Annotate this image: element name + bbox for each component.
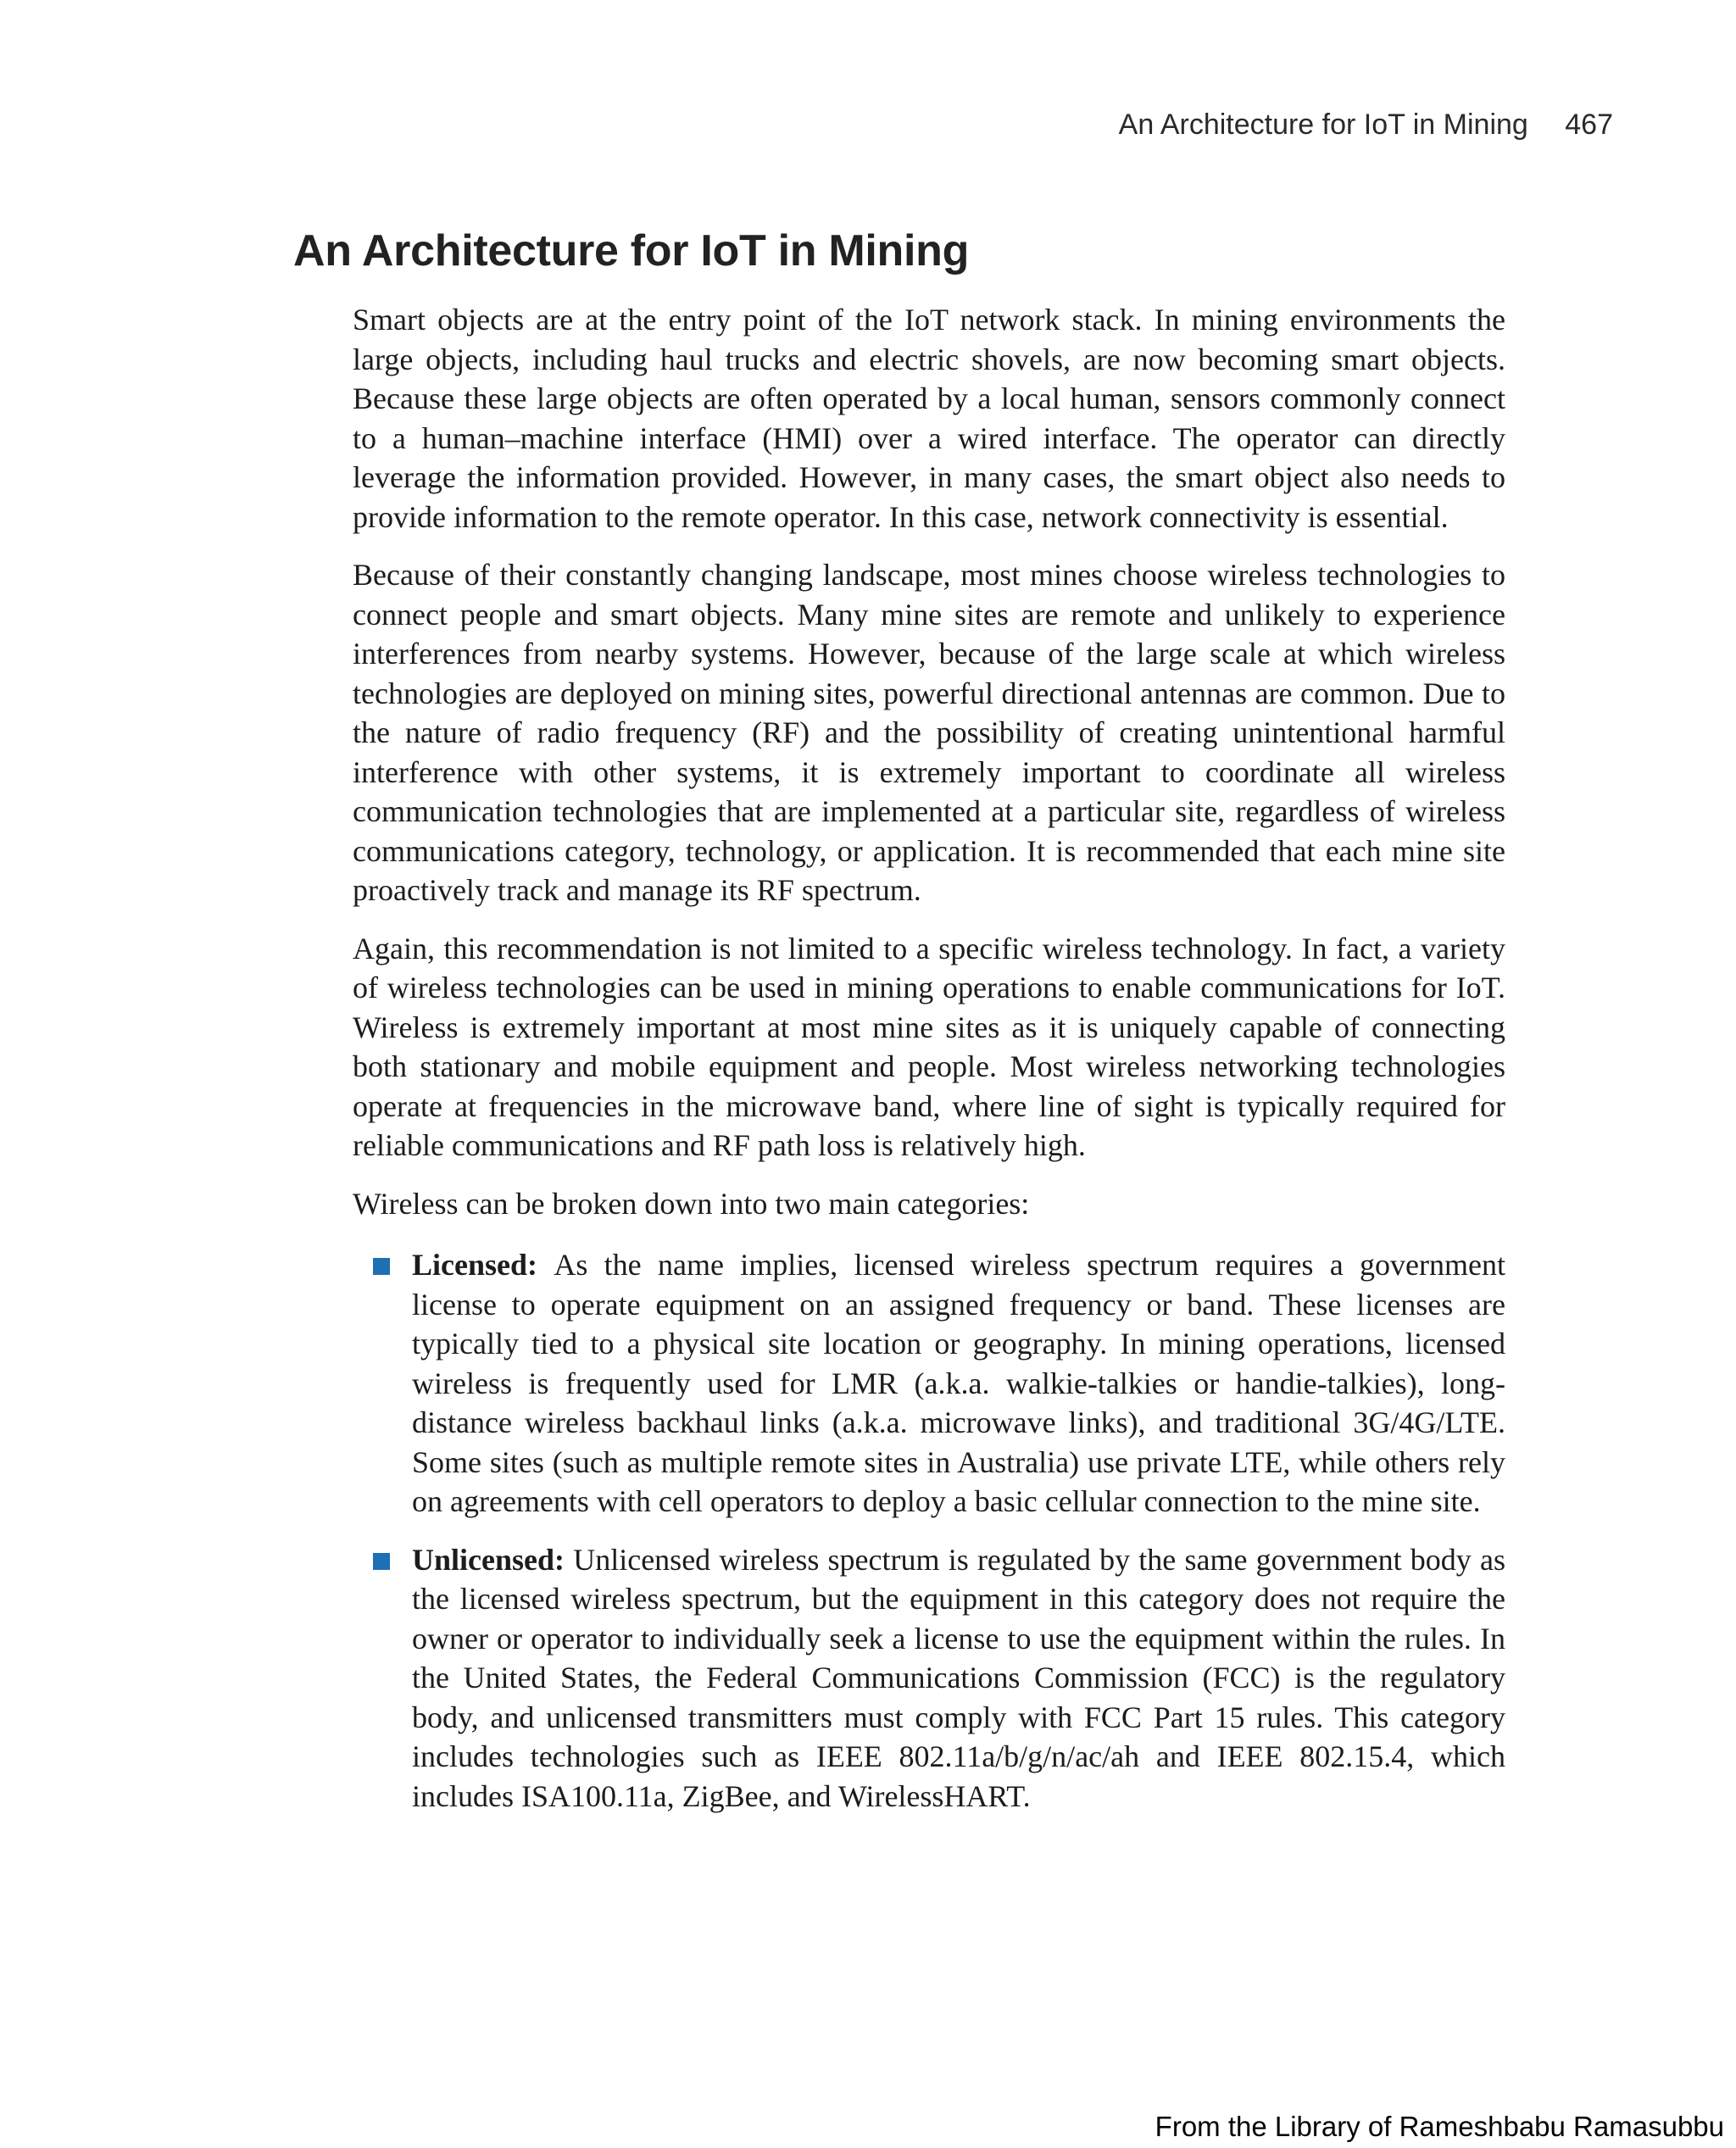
bullet-term-unlicensed: Unlicensed: [412, 1542, 574, 1577]
list-item-unlicensed [353, 1540, 1505, 1817]
square-bullet-icon [373, 1258, 390, 1275]
list-intro: Wireless can be broken down into two main categories: [353, 1186, 1030, 1221]
body-text [353, 300, 1505, 1834]
bullet-term-licensed: Licensed: [412, 1248, 554, 1282]
running-title: An Architecture for IoT in Mining [1118, 109, 1528, 141]
bullet-text-unlicensed: Unlicensed wireless spectrum is regulated by the same government body as the licensed wireless spectrum, but the equipment in this category does not require the owner or operator to individually seek a license to use the equipment within the rules. In the United States, the Federal Communications Commission (FCC) is the regulatory body, and unlicensed transmitters must comply with FCC Part 15 rules. This category includes technologies such as IEEE 802.11a/b/g/n/ac/ah and IEEE 802.15.4, which includes ISA100.11a, ZigBee, and WirelessHART. [412, 1542, 1506, 1813]
paragraph-smart-objects: Smart objects are at the entry point of the IoT network stack. In mining environments the large objects, including haul trucks and electric shovels, are now becoming smart objects. Because these large objects are often operated by a local human, sensors commonly connect to a human–machine interface (HMI) over a wired interface. The operator can directly leverage the information provided. However, in many cases, the smart object also needs to provide information to the remote operator. In this case, network connectivity is essential. [353, 303, 1505, 534]
running-header [1119, 109, 1613, 142]
paragraph-wireless-landscape: Because of their constantly changing landscape, most mines choose wireless technologies to connect people and smart objects. Many mine sites are remote and unlikely to experience interferences from nearby systems. However, because of the large scale at which wireless technologies are deployed on mining sites, powerful directional antennas are common. Due to the nature of radio frequency (RF) and the possibility of creating unintentional harmful interference with other systems, it is extremely important to coordinate all wireless communication technologies that are implemented at a particular site, regardless of wireless communications category, technology, or application. It is recommended that each mine site proactively track and manage its RF spectrum. [353, 558, 1505, 907]
section-title: An Architecture for IoT in Mining [293, 226, 970, 275]
square-bullet-icon [373, 1553, 390, 1570]
library-watermark-note: From the Library of Rameshbabu Ramasubbu [1155, 2111, 1724, 2142]
bullet-text-licensed: As the name implies, licensed wireless spectrum requires a government license to operate equipment on an assigned frequency or band. These licenses are typically tied to a physical site location or geography. In mining operations, licensed wireless is frequently used for LMR (a.k.a. walkie-talkies or handie-talkies), long-distance wireless backhaul links (a.k.a. microwave links), and traditional 3G/4G/LTE. Some sites (such as multiple remote sites in Australia) use private LTE, while others rely on agreements with cell operators to deploy a basic cellular connection to the mine site. [412, 1248, 1505, 1518]
list-item-licensed [353, 1245, 1505, 1522]
wireless-categories-list [353, 1245, 1505, 1816]
paragraph-wireless-recommendation: Again, this recommendation is not limited to a specific wireless technology. In fact, a variety of wireless technologies can be used in mining operations to enable communications for IoT. Wireless is extremely important at most mine sites as it is uniquely capable of connecting both stationary and mobile equipment and people. Most wireless networking technologies operate at frequencies in the microwave band, where line of sight is typically required for reliable communications and RF path loss is relatively high. [353, 931, 1505, 1162]
page-number: 467 [1565, 109, 1613, 141]
